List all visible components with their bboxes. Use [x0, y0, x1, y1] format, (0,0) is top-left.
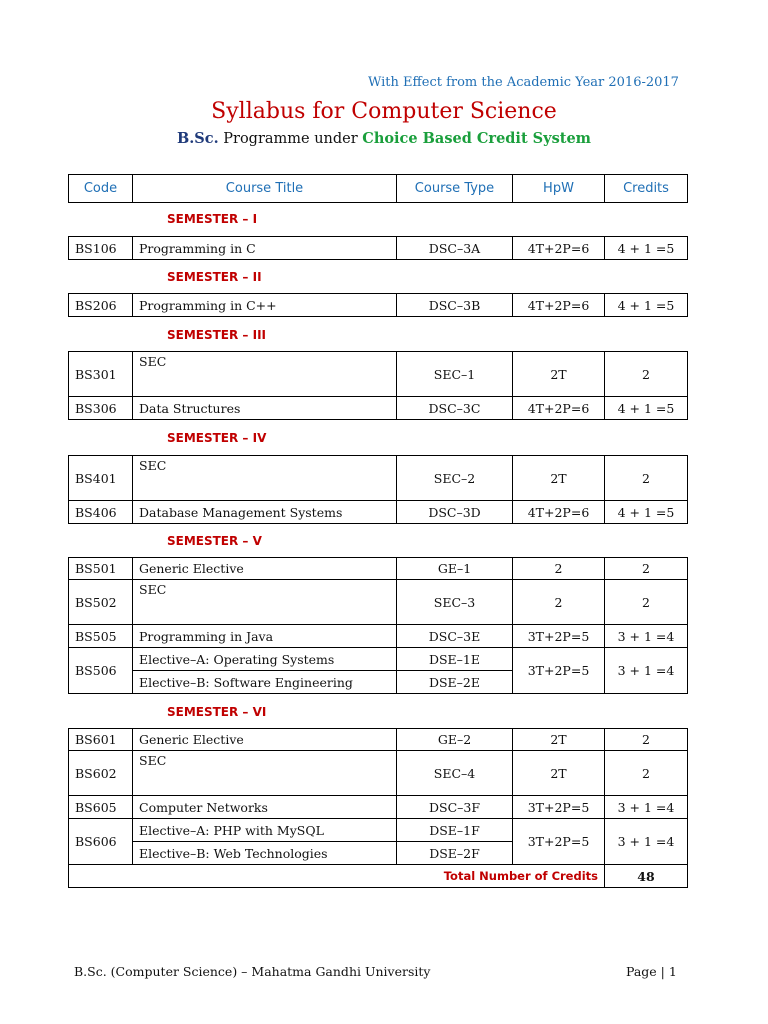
course-title: Data Structures	[133, 397, 397, 420]
table-row	[69, 648, 688, 671]
course-code: BS601	[69, 729, 133, 751]
semester-1-table	[68, 236, 688, 260]
subtitle-system: Choice Based Credit System	[362, 130, 592, 147]
course-type: DSC–3B	[397, 294, 513, 317]
course-title: Computer Networks	[133, 796, 397, 819]
course-code: BS606	[69, 819, 133, 865]
course-code: BS605	[69, 796, 133, 819]
course-title	[133, 456, 397, 501]
total-credits-label: Total Number of Credits	[69, 865, 605, 888]
semester-heading: SEMESTER – III	[167, 328, 266, 342]
course-hpw: 4T+2P=6	[513, 237, 605, 260]
total-credits-value: 48	[605, 865, 688, 888]
subtitle-degree: B.Sc.	[176, 130, 219, 147]
course-title: Elective–B: Software Engineering	[133, 671, 397, 694]
course-type: SEC–4	[397, 751, 513, 796]
table-row	[69, 456, 688, 501]
course-credits: 2	[605, 751, 688, 796]
course-credits: 4 + 1 =5	[605, 501, 688, 524]
course-type: DSC–3A	[397, 237, 513, 260]
course-credits: 2	[605, 729, 688, 751]
total-row	[69, 865, 688, 888]
course-credits: 2	[605, 580, 688, 625]
semester-6-table	[68, 728, 688, 888]
semester-5-table	[68, 557, 688, 694]
course-type: SEC–1	[397, 352, 513, 397]
course-hpw: 2T	[513, 729, 605, 751]
course-hpw: 2	[513, 580, 605, 625]
course-type: DSE–2E	[397, 671, 513, 694]
course-code: BS206	[69, 294, 133, 317]
course-type: GE–2	[397, 729, 513, 751]
course-credits: 3 + 1 =4	[605, 648, 688, 694]
course-title	[133, 352, 397, 397]
course-title: Programming in C	[133, 237, 397, 260]
course-type: DSC–3E	[397, 625, 513, 648]
course-credits: 3 + 1 =4	[605, 625, 688, 648]
table-row	[69, 558, 688, 580]
semester-heading: SEMESTER – IV	[167, 431, 267, 445]
course-title-text: SEC	[139, 582, 167, 597]
column-header-code: Code	[69, 175, 133, 203]
course-code: BS502	[69, 580, 133, 625]
header-table	[68, 174, 688, 203]
table-row	[69, 729, 688, 751]
course-credits: 3 + 1 =4	[605, 819, 688, 865]
course-code: BS505	[69, 625, 133, 648]
course-type: SEC–3	[397, 580, 513, 625]
table-row	[69, 352, 688, 397]
course-hpw: 2T	[513, 352, 605, 397]
course-hpw: 3T+2P=5	[513, 796, 605, 819]
table-row	[69, 751, 688, 796]
effective-year-note: With Effect from the Academic Year 2016-2017	[368, 75, 679, 90]
semester-heading: SEMESTER – V	[167, 534, 262, 548]
course-type: DSC–3C	[397, 397, 513, 420]
column-header-type: Course Type	[397, 175, 513, 203]
course-hpw: 3T+2P=5	[513, 625, 605, 648]
course-title: Generic Elective	[133, 558, 397, 580]
course-code: BS506	[69, 648, 133, 694]
course-title	[133, 580, 397, 625]
course-code: BS106	[69, 237, 133, 260]
column-header-title: Course Title	[133, 175, 397, 203]
course-title: Elective–A: Operating Systems	[133, 648, 397, 671]
course-hpw: 3T+2P=5	[513, 648, 605, 694]
table-row	[69, 501, 688, 524]
semester-heading: SEMESTER – II	[167, 270, 262, 284]
semester-3-table	[68, 351, 688, 420]
course-code: BS306	[69, 397, 133, 420]
table-row	[69, 796, 688, 819]
course-code: BS401	[69, 456, 133, 501]
course-title: Programming in Java	[133, 625, 397, 648]
table-row	[69, 819, 688, 842]
table-row	[69, 625, 688, 648]
semester-heading: SEMESTER – VI	[167, 705, 267, 719]
table-row	[69, 237, 688, 260]
column-header-credits: Credits	[605, 175, 688, 203]
course-type: DSC–3F	[397, 796, 513, 819]
course-title: Elective–B: Web Technologies	[133, 842, 397, 865]
course-title-text: SEC	[139, 458, 167, 473]
course-hpw: 4T+2P=6	[513, 501, 605, 524]
course-hpw: 2T	[513, 751, 605, 796]
course-credits: 4 + 1 =5	[605, 237, 688, 260]
course-type: GE–1	[397, 558, 513, 580]
course-title: Elective–A: PHP with MySQL	[133, 819, 397, 842]
semester-4-table	[68, 455, 688, 524]
course-credits: 2	[605, 352, 688, 397]
course-hpw: 2T	[513, 456, 605, 501]
subtitle-connector: Programme under	[218, 131, 363, 147]
course-code: BS406	[69, 501, 133, 524]
course-code: BS602	[69, 751, 133, 796]
course-type: DSE–1F	[397, 819, 513, 842]
course-code: BS501	[69, 558, 133, 580]
course-hpw: 4T+2P=6	[513, 397, 605, 420]
course-type: DSE–1E	[397, 648, 513, 671]
course-title: Generic Elective	[133, 729, 397, 751]
course-credits: 2	[605, 558, 688, 580]
table-row	[69, 397, 688, 420]
course-hpw: 2	[513, 558, 605, 580]
semester-heading: SEMESTER – I	[167, 212, 258, 226]
course-type: SEC–2	[397, 456, 513, 501]
table-row	[69, 580, 688, 625]
course-title-text: SEC	[139, 753, 167, 768]
page-title: Syllabus for Computer Science	[211, 99, 557, 124]
column-header-hpw: HpW	[513, 175, 605, 203]
course-title: Database Management Systems	[133, 501, 397, 524]
course-credits: 4 + 1 =5	[605, 294, 688, 317]
page-subtitle	[0, 130, 768, 147]
course-title-text: SEC	[139, 354, 167, 369]
course-credits: 4 + 1 =5	[605, 397, 688, 420]
course-hpw: 4T+2P=6	[513, 294, 605, 317]
table-row	[69, 294, 688, 317]
footer-document-name: B.Sc. (Computer Science) – Mahatma Gandhi University	[74, 964, 431, 979]
course-title	[133, 751, 397, 796]
course-type: DSC–3D	[397, 501, 513, 524]
semester-2-table	[68, 293, 688, 317]
footer-page-number: Page | 1	[626, 964, 677, 979]
course-credits: 2	[605, 456, 688, 501]
course-code: BS301	[69, 352, 133, 397]
course-hpw: 3T+2P=5	[513, 819, 605, 865]
course-title: Programming in C++	[133, 294, 397, 317]
course-type: DSE–2F	[397, 842, 513, 865]
course-credits: 3 + 1 =4	[605, 796, 688, 819]
